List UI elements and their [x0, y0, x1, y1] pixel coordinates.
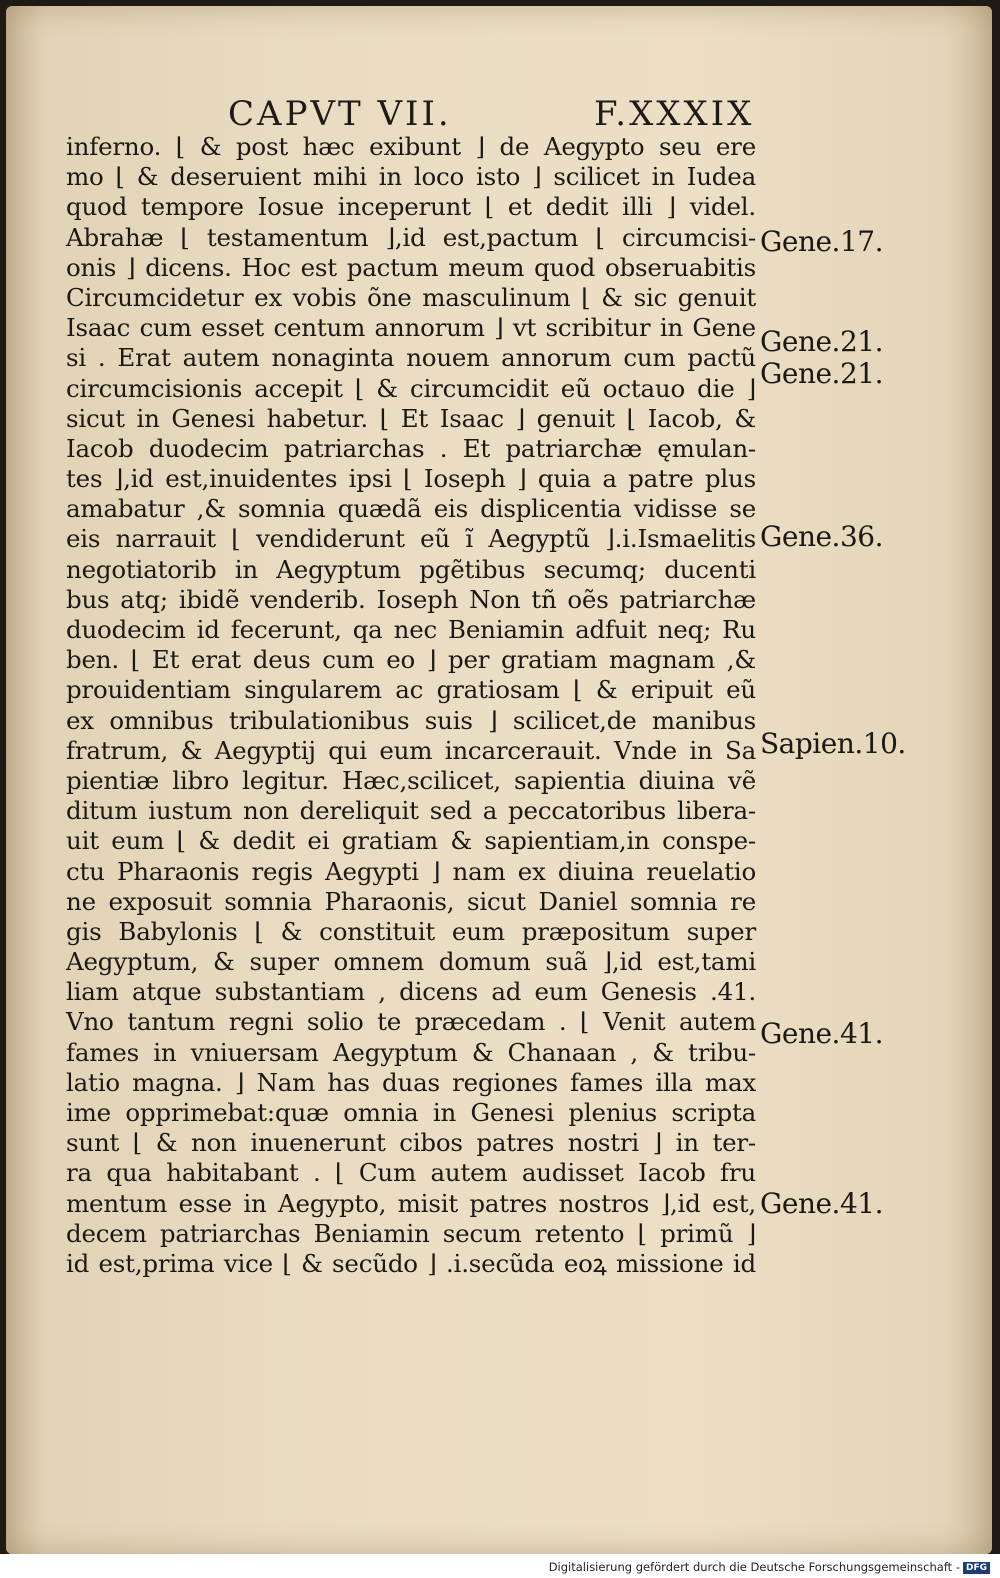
marginal-reference: Gene.17.: [760, 225, 883, 258]
text-line: eis narrauit ⌊ vendiderunt eũ ĩ Aegyptũ ⌋.i.Ismaelitis: [66, 524, 756, 554]
text-line: ime opprimebat:quæ omnia in Genesi plenius scripta: [66, 1098, 756, 1127]
text-line: amabatur ,& somnia quædã eis displicentia vidisse se: [66, 494, 756, 524]
text-line: Iacob duodecim patriarchas . Et patriarchæ ęmulan-: [66, 433, 756, 463]
text-line: Isaac cum esset centum annorum ⌋ vt scribitur in Gene: [66, 313, 756, 343]
text-line: ditum iustum non dereliquit sed a peccatoribus libera-: [66, 796, 756, 826]
text-line: id est,prima vice ⌊ & secũdo ⌋ .i.secũda eoꝝ missione id: [66, 1248, 756, 1278]
text-line: ra qua habitabant . ⌊ Cum autem audisset Iacob fru: [66, 1158, 756, 1188]
text-line: Aegyptum, & super omnem domum suã ⌋,id est,tami: [66, 947, 756, 977]
folio-number: F.XXXIX: [594, 94, 755, 134]
text-line: quod tempore Iosue inceperunt ⌊ et dedit illi ⌋ videl.: [66, 192, 756, 222]
text-line: inferno. ⌊ & post hæc exibunt ⌋ de Aegypto seu ere: [66, 132, 756, 161]
funding-credit-text: Digitalisierung gefördert durch die Deutsche Forschungsgemeinschaft -: [548, 1560, 960, 1574]
text-line: pientiæ libro legitur. Hæc,scilicet, sapientia diuina vẽ: [66, 765, 756, 795]
text-line: mo ⌊ & deseruient mihi in loco isto ⌋ scilicet in Iudea: [66, 162, 756, 192]
text-line: Circumcidetur ex vobis õne masculinum ⌊ & sic genuit: [66, 282, 756, 312]
footer-bar: [0, 1554, 1000, 1578]
text-line: Abrahæ ⌊ testamentum ⌋,id est,pactum ⌊ circumcisi-: [66, 222, 756, 252]
text-line: liam atque substantiam , dicens ad eum Genesis .41.: [66, 977, 756, 1007]
text-line: circumcisionis accepit ⌊ & circumcidit eũ octauo die ⌋: [66, 373, 756, 403]
text-line: tes ⌋,id est,inuidentes ipsi ⌊ Ioseph ⌋ quia a patre plus: [66, 464, 756, 494]
body-text: [66, 132, 756, 1279]
text-line: mentum esse in Aegypto, misit patres nostros ⌋,id est,: [66, 1188, 756, 1218]
text-line: decem patriarchas Beniamin secum retento ⌊ primũ ⌋: [66, 1218, 756, 1248]
text-line: sicut in Genesi habetur. ⌊ Et Isaac ⌋ genuit ⌊ Iacob, &: [66, 403, 756, 433]
text-line: negotiatorib in Aegyptum pgẽtibus secumq; ducenti: [66, 554, 756, 584]
text-line: Vno tantum regni solio te præcedam . ⌊ Venit autem: [66, 1007, 756, 1037]
marginal-reference: Gene.21.: [760, 325, 883, 358]
text-line: prouidentiam singularem ac gratiosam ⌊ & eripuit eũ: [66, 675, 756, 705]
chapter-heading: CAPVT VII.: [228, 94, 452, 134]
text-line: duodecim id fecerunt, qa nec Beniamin adfuit neq; Ru: [66, 615, 756, 644]
text-line: ne exposuit somnia Pharaonis, sicut Daniel somnia re: [66, 886, 756, 916]
dfg-logo: DFG: [963, 1562, 990, 1574]
marginal-reference: Sapien.10.: [760, 727, 906, 760]
marginal-reference: Gene.36.: [760, 520, 883, 553]
text-line: ex omnibus tribulationibus suis ⌋ scilicet,de manibus: [66, 705, 756, 735]
text-line: onis ⌋ dicens. Hoc est pactum meum quod obseruabitis: [66, 252, 756, 282]
marginal-reference: Gene.41.: [760, 1187, 883, 1220]
text-line: uit eum ⌊ & dedit ei gratiam & sapientiam,in conspe-: [66, 826, 756, 856]
text-line: gis Babylonis ⌊ & constituit eum præpositum super: [66, 916, 756, 946]
text-line: sunt ⌊ & non inuenerunt cibos patres nostri ⌋ in ter-: [66, 1128, 756, 1158]
text-line: fratrum, & Aegyptij qui eum incarcerauit. Vnde in Sa: [66, 735, 756, 765]
funding-credit: [549, 1560, 990, 1574]
text-line: ben. ⌊ Et erat deus cum eo ⌋ per gratiam magnam ,&: [66, 645, 756, 675]
text-line: ctu Pharaonis regis Aegypti ⌋ nam ex diuina reuelatio: [66, 856, 756, 886]
marginal-reference: Gene.21.: [760, 357, 883, 390]
paper-sheet: [6, 6, 992, 1554]
text-line: fames in vniuersam Aegyptum & Chanaan , & tribu-: [66, 1037, 756, 1067]
text-line: latio magna. ⌋ Nam has duas regiones fames illa max: [66, 1067, 756, 1097]
text-line: bus atq; ibidẽ venderib. Ioseph Non tñ oẽs patriarchæ: [66, 584, 756, 614]
marginalia-column: [748, 6, 988, 1554]
text-line: si . Erat autem nonaginta nouem annorum cum pactũ: [66, 343, 756, 373]
marginal-reference: Gene.41.: [760, 1017, 883, 1050]
